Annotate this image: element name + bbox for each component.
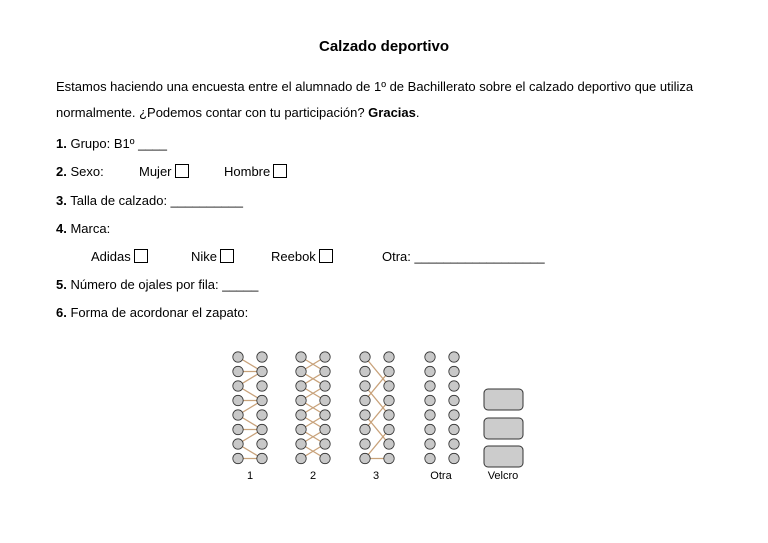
eyelet [360,395,370,405]
eyelet [320,439,330,449]
q1-label: Grupo: B1º ____ [70,136,168,151]
eyelet [233,410,243,420]
option-mujer-label: Mujer [139,164,172,179]
lacing-label-3: 3 [372,470,380,482]
q4-number: 4. [56,221,67,236]
eyelet [360,352,370,362]
eyelet [257,424,267,434]
eyelet [425,395,435,405]
lacing-label-velcro: Velcro [487,470,519,482]
velcro-strap [484,418,523,439]
eyelet [360,381,370,391]
page-title: Calzado deportivo [318,38,449,55]
eyelet [320,424,330,434]
eyelet [425,381,435,391]
eyelet [425,424,435,434]
eyelet [384,410,394,420]
eyelets [233,352,459,464]
eyelet [296,424,306,434]
q4-label: Marca: [70,221,111,236]
intro-end: . [415,105,420,120]
eyelet [384,395,394,405]
eyelet [360,410,370,420]
eyelet [360,439,370,449]
q5-number: 5. [56,277,67,292]
q5-label: Número de ojales por fila: _____ [70,277,259,292]
lacing-label-otra: Otra [430,470,452,482]
eyelet [296,366,306,376]
velcro-strap [484,446,523,467]
lacing-label-2: 2 [309,470,317,482]
q6-number: 6. [56,305,67,320]
eyelet [425,366,435,376]
eyelet [257,410,267,420]
eyelet [320,453,330,463]
eyelet [296,453,306,463]
eyelet [320,366,330,376]
q1-number: 1. [56,136,67,151]
eyelet [384,424,394,434]
eyelet [384,366,394,376]
eyelet [320,395,330,405]
option-hombre-label: Hombre [224,164,271,179]
eyelet [296,381,306,391]
eyelet [233,453,243,463]
eyelet [257,453,267,463]
eyelet [449,352,459,362]
q6-label: Forma de acordonar el zapato: [70,305,249,320]
eyelet [360,366,370,376]
eyelet [233,439,243,449]
eyelet [296,395,306,405]
intro-thanks: Gracias [368,105,416,120]
eyelet [257,366,267,376]
q3-label: Talla de calzado: __________ [70,193,243,208]
intro-text: Estamos haciendo una encuesta entre el alumnado de 1º de Bachillerato sobre el calzado deportivo que utiliza normalmente. ¿Podemos contar con tu participación? [56,79,694,120]
eyelet [320,381,330,391]
eyelet [233,381,243,391]
eyelet [384,381,394,391]
eyelet [449,395,459,405]
eyelet [233,366,243,376]
q3-number: 3. [56,193,67,208]
q2-number: 2. [56,164,67,179]
option-nike-label: Nike [191,249,218,264]
option-otra[interactable]: Otra: __________________ [382,249,545,264]
eyelet [257,395,267,405]
eyelet [425,410,435,420]
eyelet [384,352,394,362]
eyelet [449,366,459,376]
eyelet [449,424,459,434]
eyelet [320,410,330,420]
eyelet [384,439,394,449]
eyelet [384,453,394,463]
eyelet [360,453,370,463]
velcro-strap [484,389,523,410]
eyelet [425,453,435,463]
eyelet [296,352,306,362]
eyelet [320,352,330,362]
eyelet [257,352,267,362]
eyelet [449,439,459,449]
lacing-label-1: 1 [246,470,254,482]
eyelet [360,424,370,434]
eyelet [233,395,243,405]
velcro-straps [484,389,523,467]
eyelet [449,381,459,391]
eyelet [449,410,459,420]
option-adidas-label: Adidas [91,249,131,264]
eyelet [425,439,435,449]
eyelet [296,410,306,420]
eyelet [425,352,435,362]
eyelet [449,453,459,463]
q2-label: Sexo: [70,164,104,179]
option-reebok-label: Reebok [271,249,316,264]
eyelet [296,439,306,449]
eyelet [257,381,267,391]
eyelet [233,352,243,362]
eyelet [233,424,243,434]
eyelet [257,439,267,449]
